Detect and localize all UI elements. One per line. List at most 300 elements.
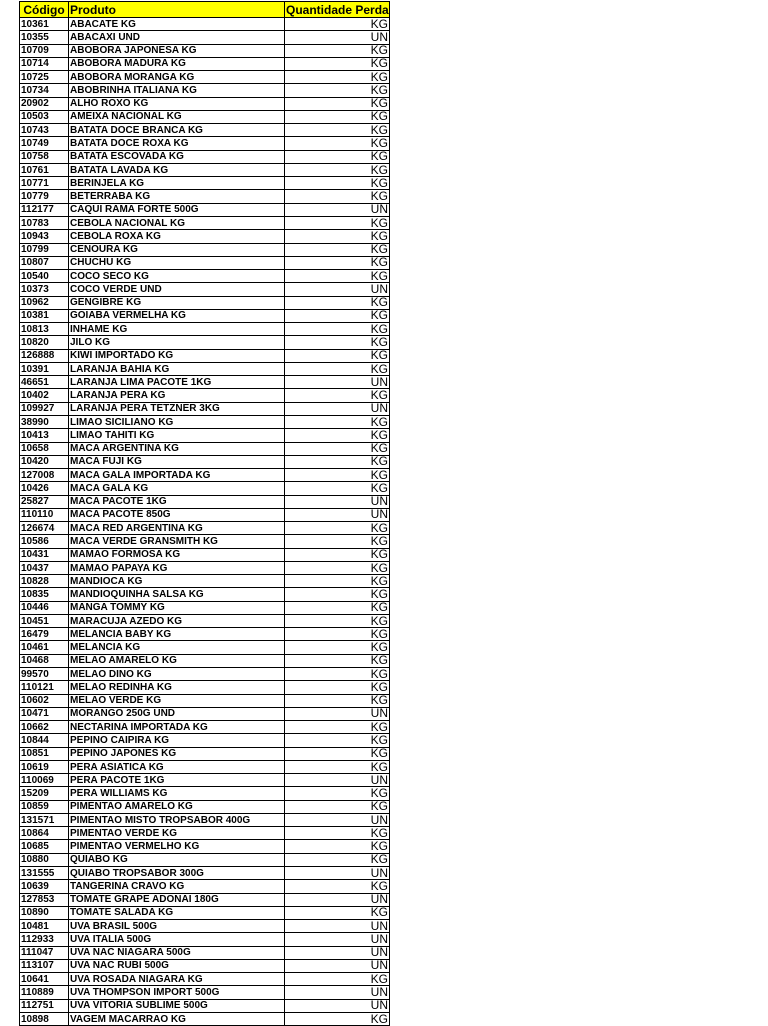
unidade-cell[interactable]: KG [285,880,390,893]
table-row [20,641,390,654]
table-row [20,256,390,269]
produto-cell[interactable]: MARACUJA AZEDO KG [69,614,285,627]
produto-cell[interactable]: TOMATE SALADA KG [69,906,285,919]
table-row [20,150,390,163]
table-row [20,575,390,588]
codigo-cell[interactable]: 10431 [20,548,69,561]
unidade-cell[interactable]: KG [285,137,390,150]
unidade-cell[interactable]: KG [285,455,390,468]
codigo-cell[interactable]: 10851 [20,747,69,760]
produto-cell[interactable]: BATATA DOCE ROXA KG [69,137,285,150]
unidade-cell[interactable]: KG [285,44,390,57]
unidade-cell[interactable]: KG [285,389,390,402]
codigo-cell[interactable]: 10413 [20,429,69,442]
table-row [20,681,390,694]
produto-cell[interactable]: UVA BRASIL 500G [69,920,285,933]
produto-cell[interactable]: LIMAO SICILIANO KG [69,415,285,428]
codigo-cell[interactable]: 127853 [20,893,69,906]
codigo-cell[interactable]: 10828 [20,575,69,588]
codigo-cell[interactable]: 109927 [20,402,69,415]
unidade-cell[interactable]: KG [285,601,390,614]
unidade-cell[interactable]: KG [285,827,390,840]
codigo-cell[interactable]: 10771 [20,177,69,190]
unidade-cell[interactable]: KG [285,97,390,110]
unidade-cell[interactable]: UN [285,959,390,972]
unidade-cell[interactable]: KG [285,614,390,627]
codigo-cell[interactable]: 10962 [20,296,69,309]
produto-cell[interactable]: UVA ITALIA 500G [69,933,285,946]
produto-cell[interactable]: MACA PACOTE 1KG [69,495,285,508]
table-row [20,71,390,84]
table-row [20,893,390,906]
unidade-cell[interactable]: KG [285,548,390,561]
codigo-cell[interactable]: 10402 [20,389,69,402]
table-row [20,614,390,627]
produto-cell[interactable]: UVA THOMPSON IMPORT 500G [69,986,285,999]
unidade-cell[interactable]: UN [285,893,390,906]
table-row [20,853,390,866]
codigo-cell[interactable]: 10890 [20,906,69,919]
codigo-cell[interactable]: 131571 [20,813,69,826]
codigo-cell[interactable]: 110110 [20,508,69,521]
codigo-cell[interactable]: 46651 [20,376,69,389]
codigo-cell[interactable]: 10471 [20,707,69,720]
codigo-cell[interactable]: 10835 [20,588,69,601]
produto-cell[interactable]: UVA NAC NIAGARA 500G [69,946,285,959]
codigo-cell[interactable]: 10446 [20,601,69,614]
produto-cell[interactable]: ABACATE KG [69,18,285,31]
unidade-cell[interactable]: KG [285,124,390,137]
produto-cell[interactable]: TANGERINA CRAVO KG [69,880,285,893]
produto-cell[interactable]: MELAO REDINHA KG [69,681,285,694]
produto-cell[interactable]: LARANJA PERA KG [69,389,285,402]
produto-cell[interactable]: MAMAO PAPAYA KG [69,561,285,574]
produto-cell[interactable]: PERA PACOTE 1KG [69,774,285,787]
produto-cell[interactable]: MELAO DINO KG [69,668,285,681]
table-row [20,946,390,959]
table-row [20,522,390,535]
table-row [20,243,390,256]
unidade-cell[interactable]: KG [285,734,390,747]
codigo-cell[interactable]: 10373 [20,283,69,296]
produto-cell[interactable]: GOIABA VERMELHA KG [69,309,285,322]
table-row [20,84,390,97]
unidade-cell[interactable]: UN [285,867,390,880]
table-row [20,535,390,548]
table-row [20,230,390,243]
header-row [20,2,390,18]
codigo-cell[interactable]: 10761 [20,163,69,176]
codigo-cell[interactable]: 10734 [20,84,69,97]
unidade-cell[interactable]: KG [285,535,390,548]
codigo-cell[interactable]: 10807 [20,256,69,269]
codigo-cell[interactable]: 99570 [20,668,69,681]
produto-cell[interactable]: ABOBRINHA ITALIANA KG [69,84,285,97]
table-row [20,442,390,455]
unidade-cell[interactable]: UN [285,774,390,787]
produto-cell[interactable]: QUIABO KG [69,853,285,866]
codigo-cell[interactable]: 10943 [20,230,69,243]
unidade-cell[interactable]: KG [285,323,390,336]
table-row [20,827,390,840]
codigo-cell[interactable]: 10381 [20,309,69,322]
produto-cell[interactable]: JILO KG [69,336,285,349]
codigo-cell[interactable]: 10361 [20,18,69,31]
unidade-cell[interactable]: KG [285,429,390,442]
unidade-cell[interactable]: KG [285,522,390,535]
produto-cell[interactable]: PERA ASIATICA KG [69,760,285,773]
table-row [20,707,390,720]
codigo-cell[interactable]: 10619 [20,760,69,773]
table-row [20,97,390,110]
produto-cell[interactable]: INHAME KG [69,323,285,336]
produto-cell[interactable]: GENGIBRE KG [69,296,285,309]
produto-cell[interactable]: ABACAXI UND [69,31,285,44]
produto-cell[interactable]: MACA GALA KG [69,482,285,495]
table-row [20,482,390,495]
unidade-cell[interactable]: UN [285,707,390,720]
produto-cell[interactable]: AMEIXA NACIONAL KG [69,110,285,123]
unidade-cell[interactable]: UN [285,946,390,959]
table-row [20,654,390,667]
produto-cell[interactable]: MELANCIA KG [69,641,285,654]
codigo-cell[interactable]: 10714 [20,57,69,70]
unidade-cell[interactable]: UN [285,31,390,44]
table-row [20,163,390,176]
table-row [20,760,390,773]
unidade-cell[interactable]: UN [285,999,390,1012]
produto-cell[interactable]: UVA VITORIA SUBLIME 500G [69,999,285,1012]
codigo-cell[interactable]: 38990 [20,415,69,428]
codigo-cell[interactable]: 131555 [20,867,69,880]
unidade-cell[interactable]: UN [285,283,390,296]
produto-cell[interactable]: QUIABO TROPSABOR 300G [69,867,285,880]
codigo-cell[interactable]: 10437 [20,561,69,574]
produto-cell[interactable]: PEPINO JAPONES KG [69,747,285,760]
unidade-cell[interactable]: KG [285,561,390,574]
unidade-cell[interactable]: KG [285,747,390,760]
produto-cell[interactable]: PIMENTAO MISTO TROPSABOR 400G [69,813,285,826]
unidade-cell[interactable]: KG [285,654,390,667]
produto-cell[interactable]: VAGEM MACARRAO KG [69,1012,285,1025]
produto-cell[interactable]: MACA GALA IMPORTADA KG [69,469,285,482]
unidade-cell[interactable]: UN [285,508,390,521]
produto-cell[interactable]: ABOBORA MORANGA KG [69,71,285,84]
produto-cell[interactable]: UVA NAC RUBI 500G [69,959,285,972]
product-loss-table [19,1,390,1026]
codigo-cell[interactable]: 15209 [20,787,69,800]
table-row [20,309,390,322]
table-row [20,283,390,296]
unidade-cell[interactable]: KG [285,309,390,322]
produto-cell[interactable]: ABOBORA JAPONESA KG [69,44,285,57]
unidade-cell[interactable]: KG [285,243,390,256]
codigo-cell[interactable]: 112177 [20,203,69,216]
table-row [20,203,390,216]
produto-cell[interactable]: ABOBORA MADURA KG [69,57,285,70]
table-row [20,694,390,707]
codigo-cell[interactable]: 110121 [20,681,69,694]
codigo-cell[interactable]: 10880 [20,853,69,866]
produto-cell[interactable]: MACA FUJI KG [69,455,285,468]
table-row [20,601,390,614]
table-row [20,906,390,919]
table-row [20,270,390,283]
codigo-cell[interactable]: 10859 [20,800,69,813]
codigo-cell[interactable]: 112933 [20,933,69,946]
codigo-cell[interactable]: 10685 [20,840,69,853]
table-row [20,734,390,747]
unidade-cell[interactable]: KG [285,906,390,919]
produto-cell[interactable]: PIMENTAO VERMELHO KG [69,840,285,853]
unidade-cell[interactable]: KG [285,760,390,773]
produto-cell[interactable]: LARANJA LIMA PACOTE 1KG [69,376,285,389]
unidade-cell[interactable]: KG [285,177,390,190]
codigo-cell[interactable]: 10461 [20,641,69,654]
table-row [20,362,390,375]
table-row [20,880,390,893]
codigo-cell[interactable]: 10709 [20,44,69,57]
table-row [20,561,390,574]
codigo-cell[interactable]: 110889 [20,986,69,999]
unidade-cell[interactable]: KG [285,694,390,707]
produto-cell[interactable]: MANGA TOMMY KG [69,601,285,614]
table-row [20,31,390,44]
table-row [20,774,390,787]
produto-cell[interactable]: PEPINO CAIPIRA KG [69,734,285,747]
table-row [20,787,390,800]
codigo-cell[interactable]: 10820 [20,336,69,349]
produto-cell[interactable]: NECTARINA IMPORTADA KG [69,721,285,734]
produto-cell[interactable]: PERA WILLIAMS KG [69,787,285,800]
unidade-cell[interactable]: KG [285,190,390,203]
produto-cell[interactable]: CEBOLA NACIONAL KG [69,216,285,229]
codigo-cell[interactable]: 10540 [20,270,69,283]
unidade-cell[interactable]: UN [285,920,390,933]
produto-cell[interactable]: MORANGO 250G UND [69,707,285,720]
table-row [20,959,390,972]
table-row [20,349,390,362]
codigo-cell[interactable]: 10468 [20,654,69,667]
produto-cell[interactable]: MACA ARGENTINA KG [69,442,285,455]
codigo-cell[interactable]: 25827 [20,495,69,508]
codigo-cell[interactable]: 10391 [20,362,69,375]
unidade-cell[interactable]: KG [285,270,390,283]
table-row [20,668,390,681]
unidade-cell[interactable]: KG [285,57,390,70]
table-row [20,402,390,415]
codigo-cell[interactable]: 10602 [20,694,69,707]
unidade-cell[interactable]: UN [285,986,390,999]
unidade-cell[interactable]: KG [285,641,390,654]
table-row [20,389,390,402]
table-row [20,867,390,880]
produto-cell[interactable]: BERINJELA KG [69,177,285,190]
produto-cell[interactable]: MELAO AMARELO KG [69,654,285,667]
unidade-cell[interactable]: KG [285,442,390,455]
produto-cell[interactable]: LIMAO TAHITI KG [69,429,285,442]
unidade-cell[interactable]: KG [285,71,390,84]
table-row [20,323,390,336]
unidade-cell[interactable]: KG [285,840,390,853]
table-row [20,57,390,70]
unidade-cell[interactable]: KG [285,628,390,641]
unidade-cell[interactable]: KG [285,800,390,813]
codigo-cell[interactable]: 10503 [20,110,69,123]
produto-cell[interactable]: MACA VERDE GRANSMITH KG [69,535,285,548]
codigo-cell[interactable]: 10743 [20,124,69,137]
codigo-cell[interactable]: 10586 [20,535,69,548]
produto-cell[interactable]: BATATA ESCOVADA KG [69,150,285,163]
codigo-cell[interactable]: 10749 [20,137,69,150]
table-row [20,415,390,428]
produto-cell[interactable]: BATATA LAVADA KG [69,163,285,176]
produto-cell[interactable]: CEBOLA ROXA KG [69,230,285,243]
produto-cell[interactable]: PIMENTAO AMARELO KG [69,800,285,813]
unidade-cell[interactable]: KG [285,469,390,482]
unidade-cell[interactable]: KG [285,256,390,269]
codigo-cell[interactable]: 10864 [20,827,69,840]
unidade-cell[interactable]: KG [285,110,390,123]
codigo-cell[interactable]: 10725 [20,71,69,84]
codigo-cell[interactable]: 10783 [20,216,69,229]
table-row [20,920,390,933]
unidade-cell[interactable]: KG [285,853,390,866]
table-row [20,110,390,123]
table-row [20,376,390,389]
produto-cell[interactable]: LARANJA PERA TETZNER 3KG [69,402,285,415]
table-row [20,933,390,946]
unidade-cell[interactable]: KG [285,296,390,309]
table-row [20,986,390,999]
header-produto[interactable]: Produto [69,2,285,18]
codigo-cell[interactable]: 10658 [20,442,69,455]
codigo-cell[interactable]: 10481 [20,920,69,933]
codigo-cell[interactable]: 10779 [20,190,69,203]
unidade-cell[interactable]: KG [285,482,390,495]
codigo-cell[interactable]: 10813 [20,323,69,336]
produto-cell[interactable]: MANDIOQUINHA SALSA KG [69,588,285,601]
unidade-cell[interactable]: KG [285,150,390,163]
produto-cell[interactable]: CAQUI RAMA FORTE 500G [69,203,285,216]
codigo-cell[interactable]: 10844 [20,734,69,747]
produto-cell[interactable]: MANDIOCA KG [69,575,285,588]
table-row [20,44,390,57]
table-row [20,137,390,150]
unidade-cell[interactable]: KG [285,216,390,229]
unidade-cell[interactable]: KG [285,588,390,601]
produto-cell[interactable]: BATATA DOCE BRANCA KG [69,124,285,137]
table-row [20,508,390,521]
unidade-cell[interactable]: KG [285,721,390,734]
codigo-cell[interactable]: 16479 [20,628,69,641]
table-row [20,296,390,309]
codigo-cell[interactable]: 126674 [20,522,69,535]
produto-cell[interactable]: MACA PACOTE 850G [69,508,285,521]
table-row [20,999,390,1012]
produto-cell[interactable]: KIWI IMPORTADO KG [69,349,285,362]
table-row [20,628,390,641]
table-row [20,800,390,813]
produto-cell[interactable]: MAMAO FORMOSA KG [69,548,285,561]
codigo-cell[interactable]: 10898 [20,1012,69,1025]
table-row [20,840,390,853]
unidade-cell[interactable]: KG [285,787,390,800]
codigo-cell[interactable]: 127008 [20,469,69,482]
header-quantidade-perda[interactable]: Quantidade Perda [286,2,389,17]
produto-cell[interactable]: LARANJA BAHIA KG [69,362,285,375]
produto-cell[interactable]: TOMATE GRAPE ADONAI 180G [69,893,285,906]
produto-cell[interactable]: COCO VERDE UND [69,283,285,296]
header-codigo[interactable]: Código [20,2,69,18]
unidade-cell[interactable]: KG [285,362,390,375]
codigo-cell[interactable]: 110069 [20,774,69,787]
unidade-cell[interactable]: KG [285,681,390,694]
table-row [20,177,390,190]
codigo-cell[interactable]: 112751 [20,999,69,1012]
unidade-cell[interactable]: UN [285,813,390,826]
produto-cell[interactable]: CHUCHU KG [69,256,285,269]
codigo-cell[interactable]: 10662 [20,721,69,734]
produto-cell[interactable]: COCO SECO KG [69,270,285,283]
unidade-cell[interactable]: KG [285,1012,390,1025]
unidade-cell[interactable]: UN [285,376,390,389]
produto-cell[interactable]: MACA RED ARGENTINA KG [69,522,285,535]
unidade-cell[interactable]: UN [285,203,390,216]
table-row [20,429,390,442]
unidade-cell[interactable]: KG [285,336,390,349]
codigo-cell[interactable]: 10641 [20,973,69,986]
codigo-cell[interactable]: 10355 [20,31,69,44]
unidade-cell[interactable]: KG [285,575,390,588]
unidade-cell[interactable]: KG [285,230,390,243]
unidade-cell[interactable]: KG [285,84,390,97]
codigo-cell[interactable]: 113107 [20,959,69,972]
produto-cell[interactable]: ALHO ROXO KG [69,97,285,110]
unidade-cell[interactable]: KG [285,163,390,176]
unidade-cell[interactable]: UN [285,495,390,508]
codigo-cell[interactable]: 10451 [20,614,69,627]
codigo-cell[interactable]: 10426 [20,482,69,495]
unidade-cell[interactable]: KG [285,668,390,681]
table-row [20,336,390,349]
produto-cell[interactable]: MELANCIA BABY KG [69,628,285,641]
produto-cell[interactable]: CENOURA KG [69,243,285,256]
codigo-cell[interactable]: 10420 [20,455,69,468]
unidade-cell[interactable]: KG [285,415,390,428]
unidade-cell[interactable]: KG [285,349,390,362]
produto-cell[interactable]: BETERRABA KG [69,190,285,203]
table-row [20,747,390,760]
codigo-cell[interactable]: 10639 [20,880,69,893]
codigo-cell[interactable]: 10799 [20,243,69,256]
codigo-cell[interactable]: 111047 [20,946,69,959]
unidade-cell[interactable]: KG [285,973,390,986]
unidade-cell[interactable]: KG [285,18,390,31]
produto-cell[interactable]: PIMENTAO VERDE KG [69,827,285,840]
table-row [20,124,390,137]
table-row [20,548,390,561]
codigo-cell[interactable]: 20902 [20,97,69,110]
codigo-cell[interactable]: 126888 [20,349,69,362]
produto-cell[interactable]: UVA ROSADA NIAGARA KG [69,973,285,986]
table-row [20,216,390,229]
table-row [20,588,390,601]
unidade-cell[interactable]: UN [285,402,390,415]
unidade-cell[interactable]: UN [285,933,390,946]
produto-cell[interactable]: MELAO VERDE KG [69,694,285,707]
codigo-cell[interactable]: 10758 [20,150,69,163]
